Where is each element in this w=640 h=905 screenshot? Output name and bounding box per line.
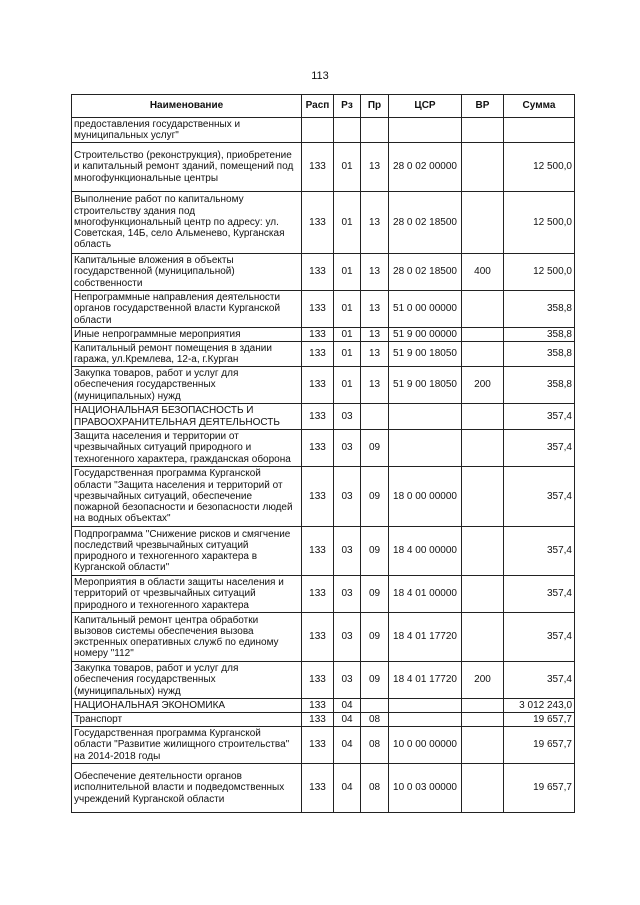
cell-rz: 04 xyxy=(334,713,361,727)
cell-sum: 19 657,7 xyxy=(504,713,575,727)
cell-rasp: 133 xyxy=(302,342,334,367)
header-vr: ВР xyxy=(462,95,504,118)
cell-vr xyxy=(462,328,504,342)
cell-sum: 3 012 243,0 xyxy=(504,699,575,713)
cell-vr xyxy=(462,342,504,367)
cell-rz: 01 xyxy=(334,192,361,254)
cell-pr: 09 xyxy=(361,613,389,662)
cell-name: Закупка товаров, работ и услуг для обеспечения государственных (муниципальных) нужд xyxy=(72,367,302,404)
cell-rasp: 133 xyxy=(302,328,334,342)
cell-rasp: 133 xyxy=(302,713,334,727)
table-row xyxy=(72,404,575,430)
cell-name: НАЦИОНАЛЬНАЯ ЭКОНОМИКА xyxy=(72,699,302,713)
cell-rz: 04 xyxy=(334,727,361,764)
table-row xyxy=(72,467,575,527)
cell-rz: 03 xyxy=(334,404,361,430)
cell-rz xyxy=(334,118,361,143)
cell-sum: 357,4 xyxy=(504,404,575,430)
cell-pr: 13 xyxy=(361,342,389,367)
cell-csr: 18 4 01 17720 xyxy=(389,613,462,662)
cell-name: Государственная программа Курганской области "Защита населения и территорий от чрезвычайных ситуаций, обеспечение пожарной безопасности и безопасности людей на водных объектах" xyxy=(72,467,302,527)
header-rasp: Расп xyxy=(302,95,334,118)
cell-rasp: 133 xyxy=(302,143,334,192)
cell-csr: 51 9 00 00000 xyxy=(389,328,462,342)
header-csr: ЦСР xyxy=(389,95,462,118)
cell-csr: 10 0 00 00000 xyxy=(389,727,462,764)
cell-vr xyxy=(462,764,504,813)
cell-pr: 09 xyxy=(361,430,389,467)
cell-rz: 01 xyxy=(334,254,361,291)
cell-sum: 358,8 xyxy=(504,342,575,367)
cell-csr xyxy=(389,118,462,143)
cell-rasp: 133 xyxy=(302,527,334,576)
table-row xyxy=(72,527,575,576)
cell-pr: 09 xyxy=(361,576,389,613)
cell-vr: 200 xyxy=(462,662,504,699)
cell-pr xyxy=(361,118,389,143)
cell-rasp: 133 xyxy=(302,576,334,613)
cell-sum: 357,4 xyxy=(504,662,575,699)
cell-vr xyxy=(462,192,504,254)
cell-vr xyxy=(462,404,504,430)
cell-pr: 09 xyxy=(361,662,389,699)
cell-vr xyxy=(462,291,504,328)
cell-name: Мероприятия в области защиты населения и территорий от чрезвычайных ситуаций природного и техногенного характера xyxy=(72,576,302,613)
cell-rz: 01 xyxy=(334,291,361,328)
cell-pr: 13 xyxy=(361,328,389,342)
cell-rasp: 133 xyxy=(302,192,334,254)
cell-csr: 18 4 01 00000 xyxy=(389,576,462,613)
cell-name: Подпрограмма "Снижение рисков и смягчение последствий чрезвычайных ситуаций природного и техногенного характера в Курганской области" xyxy=(72,527,302,576)
cell-pr: 08 xyxy=(361,727,389,764)
cell-rasp: 133 xyxy=(302,662,334,699)
cell-pr: 13 xyxy=(361,254,389,291)
cell-csr xyxy=(389,713,462,727)
header-pr: Пр xyxy=(361,95,389,118)
cell-rasp: 133 xyxy=(302,699,334,713)
table-row xyxy=(72,118,575,143)
cell-name: Капитальный ремонт центра обработки вызовов системы обеспечения вызова экстренных оперативных служб по единому номеру "112" xyxy=(72,613,302,662)
cell-name: предоставления государственных и муниципальных услуг" xyxy=(72,118,302,143)
header-name: Наименование xyxy=(72,95,302,118)
cell-rz: 04 xyxy=(334,699,361,713)
table-row xyxy=(72,662,575,699)
cell-rz: 03 xyxy=(334,613,361,662)
table-row xyxy=(72,254,575,291)
cell-pr: 08 xyxy=(361,713,389,727)
cell-sum: 358,8 xyxy=(504,367,575,404)
cell-name: НАЦИОНАЛЬНАЯ БЕЗОПАСНОСТЬ И ПРАВООХРАНИТЕЛЬНАЯ ДЕЯТЕЛЬНОСТЬ xyxy=(72,404,302,430)
cell-csr: 51 9 00 18050 xyxy=(389,367,462,404)
cell-pr: 13 xyxy=(361,143,389,192)
header-rz: Рз xyxy=(334,95,361,118)
cell-name: Строительство (реконструкция), приобретение и капитальный ремонт зданий, помещений под многофункциональные центры xyxy=(72,143,302,192)
table-row xyxy=(72,727,575,764)
cell-pr: 13 xyxy=(361,367,389,404)
cell-csr: 28 0 02 00000 xyxy=(389,143,462,192)
cell-sum: 357,4 xyxy=(504,527,575,576)
header-row xyxy=(72,95,575,118)
table-row xyxy=(72,328,575,342)
cell-csr: 51 0 00 00000 xyxy=(389,291,462,328)
cell-sum: 357,4 xyxy=(504,613,575,662)
cell-vr: 400 xyxy=(462,254,504,291)
table-row xyxy=(72,143,575,192)
cell-vr xyxy=(462,713,504,727)
table-row xyxy=(72,576,575,613)
table-row xyxy=(72,699,575,713)
cell-sum: 12 500,0 xyxy=(504,143,575,192)
cell-rasp: 133 xyxy=(302,404,334,430)
table-row xyxy=(72,713,575,727)
cell-csr: 10 0 03 00000 xyxy=(389,764,462,813)
cell-name: Транспорт xyxy=(72,713,302,727)
cell-vr xyxy=(462,118,504,143)
table-row xyxy=(72,192,575,254)
cell-pr: 09 xyxy=(361,467,389,527)
cell-rz: 01 xyxy=(334,328,361,342)
table-row xyxy=(72,764,575,813)
cell-csr: 28 0 02 18500 xyxy=(389,254,462,291)
cell-rz: 01 xyxy=(334,367,361,404)
cell-csr: 28 0 02 18500 xyxy=(389,192,462,254)
cell-sum: 357,4 xyxy=(504,576,575,613)
cell-rz: 03 xyxy=(334,527,361,576)
cell-pr xyxy=(361,699,389,713)
cell-rz: 03 xyxy=(334,662,361,699)
cell-pr: 09 xyxy=(361,527,389,576)
cell-rz: 01 xyxy=(334,143,361,192)
cell-name: Капитальный ремонт помещения в здании гаража, ул.Кремлева, 12-а, г.Курган xyxy=(72,342,302,367)
cell-vr xyxy=(462,699,504,713)
cell-rasp: 133 xyxy=(302,367,334,404)
cell-pr: 13 xyxy=(361,192,389,254)
cell-rasp: 133 xyxy=(302,613,334,662)
table-row xyxy=(72,367,575,404)
cell-name: Капитальные вложения в объекты государственной (муниципальной) собственности xyxy=(72,254,302,291)
cell-rz: 04 xyxy=(334,764,361,813)
cell-sum: 358,8 xyxy=(504,291,575,328)
cell-csr: 18 4 00 00000 xyxy=(389,527,462,576)
cell-rz: 03 xyxy=(334,467,361,527)
cell-pr xyxy=(361,404,389,430)
cell-vr xyxy=(462,467,504,527)
cell-name: Иные непрограммные мероприятия xyxy=(72,328,302,342)
cell-rasp: 133 xyxy=(302,764,334,813)
table-row xyxy=(72,613,575,662)
cell-vr xyxy=(462,727,504,764)
header-sum: Сумма xyxy=(504,95,575,118)
cell-sum: 19 657,7 xyxy=(504,727,575,764)
cell-vr xyxy=(462,613,504,662)
cell-vr xyxy=(462,430,504,467)
cell-rz: 01 xyxy=(334,342,361,367)
cell-sum: 12 500,0 xyxy=(504,192,575,254)
budget-table xyxy=(71,94,575,813)
cell-name: Непрограммные направления деятельности органов государственной власти Курганской области xyxy=(72,291,302,328)
cell-vr xyxy=(462,527,504,576)
cell-rasp xyxy=(302,118,334,143)
cell-rz: 03 xyxy=(334,430,361,467)
cell-name: Государственная программа Курганской области "Развитие жилищного строительства" на 2014-2018 годы xyxy=(72,727,302,764)
cell-rasp: 133 xyxy=(302,467,334,527)
cell-csr xyxy=(389,404,462,430)
cell-name: Закупка товаров, работ и услуг для обеспечения государственных (муниципальных) нужд xyxy=(72,662,302,699)
cell-rasp: 133 xyxy=(302,727,334,764)
cell-vr: 200 xyxy=(462,367,504,404)
cell-csr xyxy=(389,699,462,713)
cell-sum: 358,8 xyxy=(504,328,575,342)
cell-sum: 357,4 xyxy=(504,467,575,527)
cell-rasp: 133 xyxy=(302,254,334,291)
cell-rasp: 133 xyxy=(302,430,334,467)
cell-vr xyxy=(462,576,504,613)
cell-rasp: 133 xyxy=(302,291,334,328)
cell-name: Выполнение работ по капитальному строительству здания под многофункциональный центр по адресу: ул. Советская, 14Б, село Альменево, Курганская область xyxy=(72,192,302,254)
cell-name: Обеспечение деятельности органов исполнительной власти и подведомственных учреждений Курганской области xyxy=(72,764,302,813)
cell-csr: 18 4 01 17720 xyxy=(389,662,462,699)
table-row xyxy=(72,430,575,467)
cell-sum: 357,4 xyxy=(504,430,575,467)
table-row xyxy=(72,342,575,367)
cell-name: Защита населения и территории от чрезвычайных ситуаций природного и техногенного характера, гражданская оборона xyxy=(72,430,302,467)
cell-pr: 13 xyxy=(361,291,389,328)
cell-pr: 08 xyxy=(361,764,389,813)
cell-csr xyxy=(389,430,462,467)
table-row xyxy=(72,291,575,328)
cell-sum: 12 500,0 xyxy=(504,254,575,291)
cell-csr: 51 9 00 18050 xyxy=(389,342,462,367)
cell-rz: 03 xyxy=(334,576,361,613)
page-number: 113 xyxy=(311,70,329,82)
cell-csr: 18 0 00 00000 xyxy=(389,467,462,527)
cell-sum: 19 657,7 xyxy=(504,764,575,813)
cell-sum xyxy=(504,118,575,143)
cell-vr xyxy=(462,143,504,192)
